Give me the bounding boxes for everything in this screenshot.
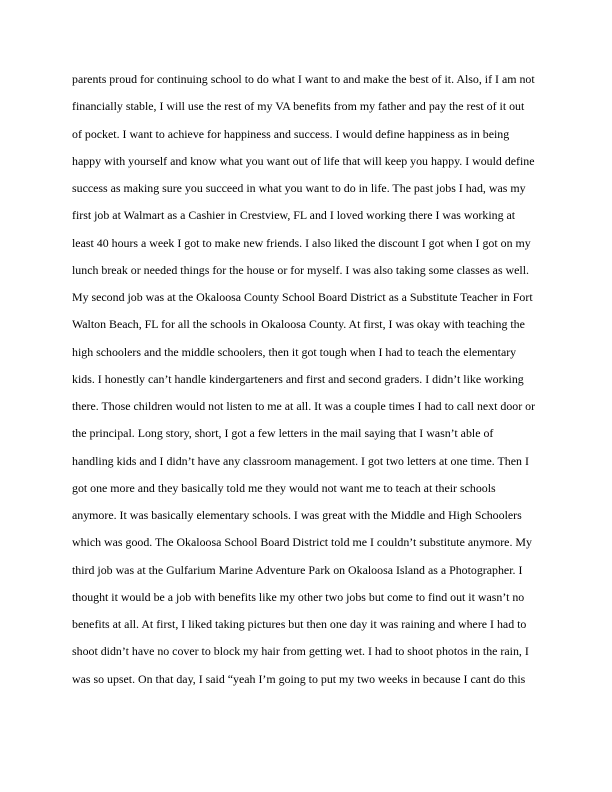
text-line: was so upset. On that day, I said “yeah I’m going to put my two weeks in because I cant do this (72, 671, 526, 686)
text-line: third job was at the Gulfarium Marine Adventure Park on Okaloosa Island as a Photographer. I (72, 562, 523, 577)
text-line: shoot didn’t have no cover to block my hair from getting wet. I had to shoot photos in the rain, I (72, 644, 529, 659)
text-line: benefits at all. At first, I liked taking pictures but then one day it was raining and where I had to (72, 617, 527, 631)
text-line: My second job was at the Okaloosa County School Board District as a Substitute Teacher in Fort (72, 290, 533, 304)
text-line: the principal. Long story, short, I got a few letters in the mail saying that I wasn’t able of (72, 426, 494, 441)
text-line: financially stable, I will use the rest of my VA benefits from my father and pay the rest of it out (72, 99, 525, 114)
text-line: high schoolers and the middle schoolers, then it got tough when I had to teach the elementary (72, 344, 517, 359)
body-text (72, 66, 542, 693)
text-line: there. Those children would not listen to me at all. It was a couple times I had to call next door or (72, 399, 536, 413)
text-line: kids. I honestly can’t handle kindergarteners and first and second graders. I didn’t like working (72, 371, 524, 386)
text-line: least 40 hours a week I got to make new friends. I also liked the discount I got when I got on my (72, 235, 531, 250)
text-line: happy with yourself and know what you want out of life that will keep you happy. I would define (72, 153, 535, 168)
text-line: anymore. It was basically elementary schools. I was great with the Middle and High Schoolers (72, 508, 522, 522)
text-line: lunch break or needed things for the house or for myself. I was also taking some classes as well. (72, 262, 530, 277)
text-line: of pocket. I want to achieve for happiness and success. I would define happiness as in being (72, 126, 510, 141)
text-line: parents proud for continuing school to do what I want to and make the best of it. Also, if I am not (72, 72, 535, 86)
text-line: success as making sure you succeed in what you want to do in life. The past jobs I had, was my (72, 181, 526, 195)
text-line: thought it would be a job with benefits like my other two jobs but come to find out it wasn’t no (72, 589, 525, 604)
text-line: handling kids and I didn’t have any classroom management. I got two letters at one time. Then I (72, 453, 529, 468)
text-line: Walton Beach, FL for all the schools in Okaloosa County. At first, I was okay with teaching the (72, 317, 525, 332)
text-line: first job at Walmart as a Cashier in Crestview, FL and I loved working there I was working at (72, 208, 516, 223)
text-line: which was good. The Okaloosa School Board District told me I couldn’t substitute anymore. My (72, 535, 532, 550)
text-line: got one more and they basically told me they would not want me to teach at their schools (72, 480, 496, 495)
